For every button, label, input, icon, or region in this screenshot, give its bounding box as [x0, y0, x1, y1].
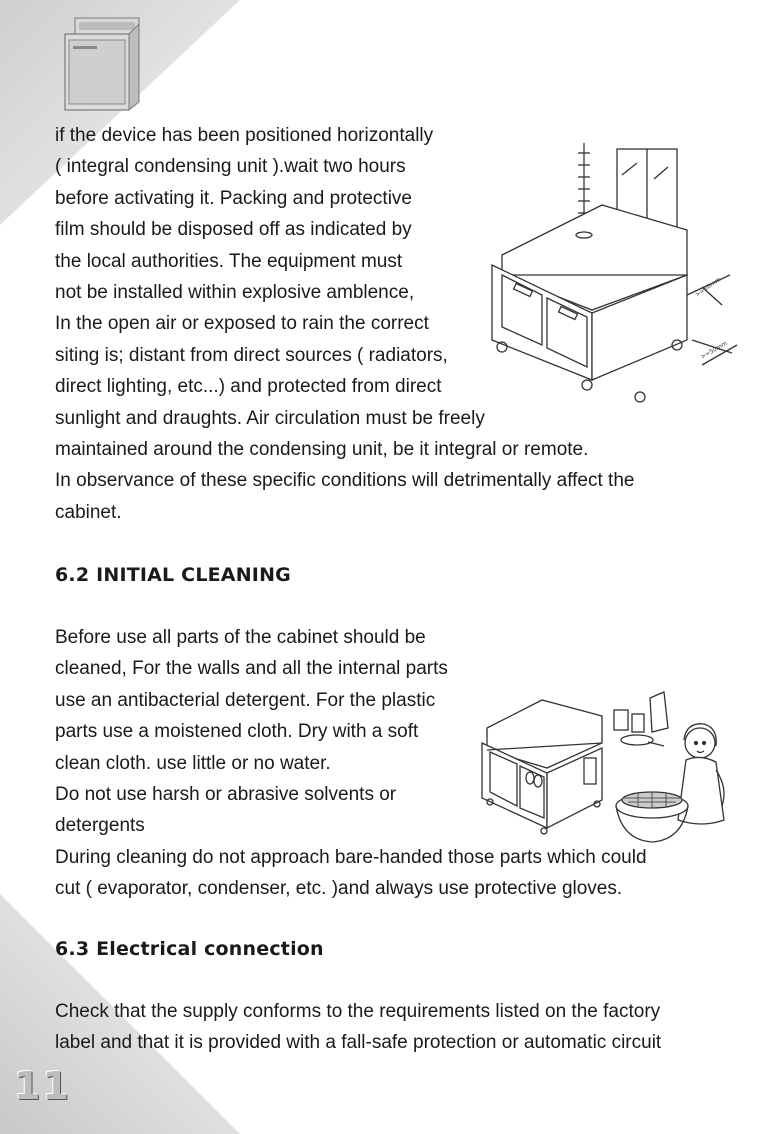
page-number: 11: [14, 1064, 71, 1108]
text-line: During cleaning do not approach bare-handed those parts which could: [55, 846, 647, 868]
svg-text:>=50mm: >=50mm: [694, 276, 723, 299]
text-line: clean cloth. use little or no water.: [55, 752, 331, 774]
text-line: detergents: [55, 815, 145, 837]
svg-text:>=50mm: >=50mm: [699, 339, 729, 361]
text-line: cleaned, For the walls and all the internal parts: [55, 658, 448, 680]
cleaning-illustration: [472, 688, 734, 846]
text-line: not be installed within explosive amblence,: [55, 282, 415, 304]
text-line: siting is; distant from direct sources ( radiators,: [55, 344, 448, 366]
section-heading-electrical-connection: 6.3 Electrical connection: [55, 938, 324, 960]
text-line: In observance of these specific conditions will detrimentally affect the: [55, 470, 635, 492]
text-line: Do not use harsh or abrasive solvents or: [55, 784, 397, 806]
text-line: if the device has been positioned horizontally: [55, 125, 434, 146]
text-line: In the open air or exposed to rain the correct: [55, 313, 429, 335]
text-line: use an antibacterial detergent. For the plastic: [55, 689, 436, 711]
text-line: Before use all parts of the cabinet should be: [55, 627, 426, 648]
electrical-text: [55, 996, 661, 1059]
text-line: film should be disposed off as indicated by: [55, 219, 412, 241]
text-line: cabinet.: [55, 501, 122, 523]
product-thumbnail-image: [55, 14, 145, 114]
text-line: maintained around the condensing unit, be it integral or remote.: [55, 439, 589, 461]
text-line: cut ( evaporator, condenser, etc. )and always use protective gloves.: [55, 878, 623, 900]
text-line: the local authorities. The equipment must: [55, 250, 403, 272]
text-line: sunlight and draughts. Air circulation must be freely: [55, 407, 485, 429]
text-line: Check that the supply conforms to the requirements listed on the factory: [55, 1001, 661, 1022]
text-line: ( integral condensing unit ).wait two hours: [55, 156, 406, 178]
text-line: direct lighting, etc...) and protected from direct: [55, 376, 442, 398]
installation-clearance-illustration: [462, 135, 747, 410]
text-line: parts use a moistened cloth. Dry with a soft: [55, 721, 419, 743]
section-heading-initial-cleaning: 6.2 INITIAL CLEANING: [55, 564, 291, 586]
text-line: label and that it is provided with a fall-safe protection or automatic circuit: [55, 1032, 662, 1054]
text-line: before activating it. Packing and protective: [55, 187, 412, 209]
